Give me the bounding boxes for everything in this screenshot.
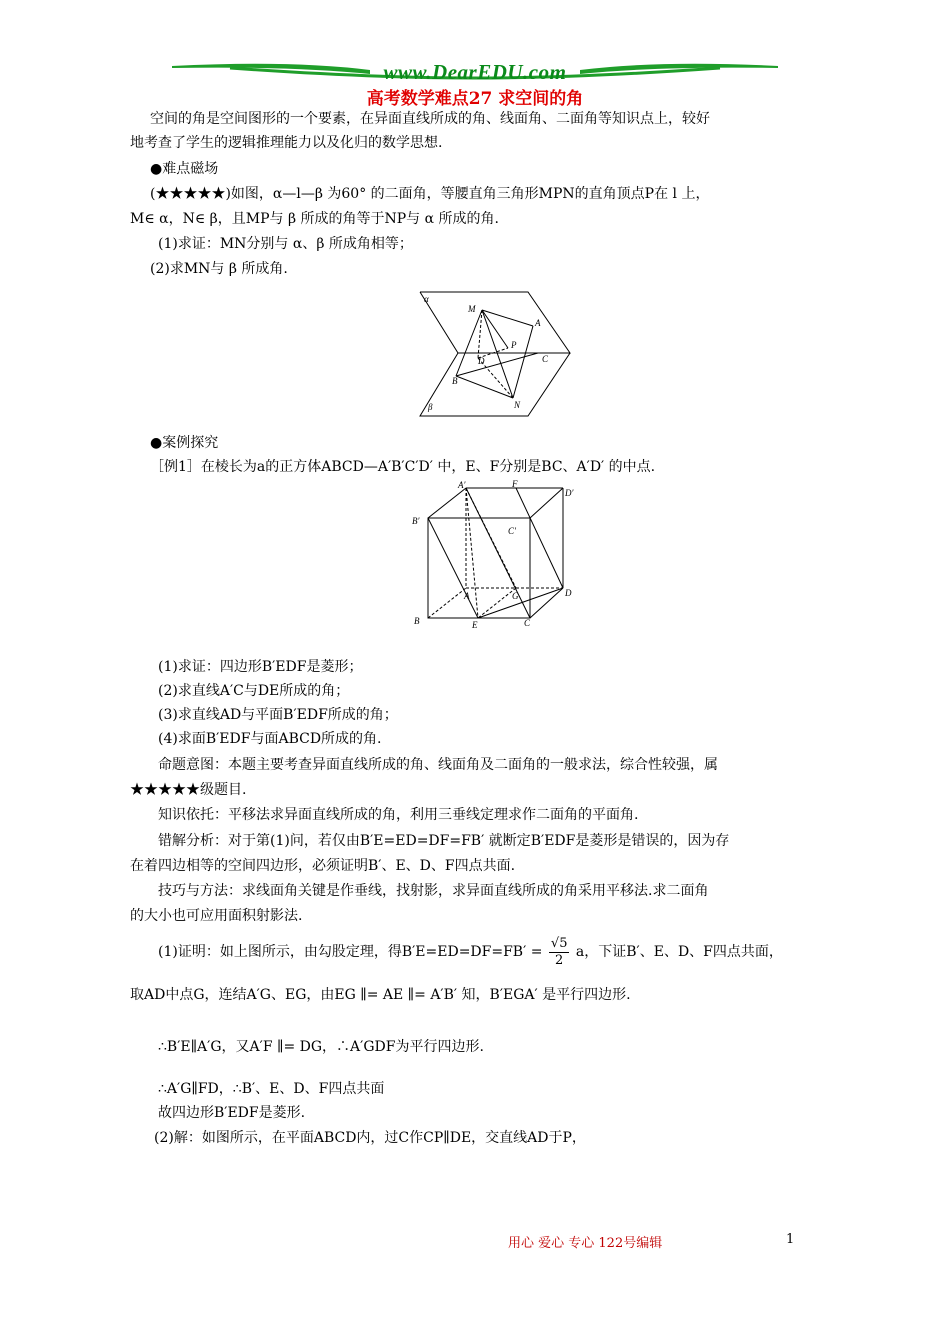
fig1-label-p: P — [511, 340, 517, 350]
problem-line-1: (★★★★★)如图，α—l—β 为60° 的二面角，等腰直角三角形MPN的直角顶点P在 l 上， — [150, 186, 710, 202]
analysis-line-2: ★★★★★级题目. — [130, 782, 247, 798]
page-number: 1 — [786, 1232, 795, 1247]
analysis-line-5: 在着四边相等的空间四边形，必须证明B′、E、D、F四点共面. — [130, 858, 516, 874]
question-3: (3)求直线AD与平面B′EDF所成的角； — [158, 707, 398, 723]
fig1-label-b: B — [452, 376, 458, 386]
dihedral-figure — [418, 288, 578, 420]
proof-line-4: ∴A′G∥FD，∴B′、E、D、F四点共面 — [158, 1081, 385, 1097]
analysis-line-4: 错解分析：对于第(1)问，若仅由B′E=ED=DF=FB′ 就断定B′EDF是菱形是错误的，因为存 — [158, 833, 730, 849]
fig2-label-f: F — [512, 479, 518, 489]
problem-line-4: (2)求MN与 β 所成角. — [150, 261, 288, 277]
footer-credit: 用心 爱心 专心 122号编辑 — [508, 1236, 663, 1251]
site-header — [170, 54, 780, 88]
section-heading-1: ●难点磁场 — [150, 161, 219, 177]
proof-line-1a: (1)证明：如上图所示，由勾股定理，得B′E=ED=DF=FB′ = — [158, 944, 543, 960]
proof-line-3: ∴B′E∥A′G，又A′F ∥= DG，∴A′GDF为平行四边形. — [158, 1039, 484, 1055]
fig2-label-e: E — [472, 620, 478, 630]
fig2-label-b: B — [414, 616, 420, 626]
fig2-label-b-prime: B′ — [412, 516, 420, 526]
fig1-label-n: N — [514, 400, 521, 410]
sqrt5-over-2-fraction — [549, 936, 570, 969]
proof-line-1b: a，下证B′、E、D、F四点共面， — [575, 944, 783, 960]
intro-line-1: 空间的角是空间图形的一个要素，在异面直线所成的角、线面角、二面角等知识点上，较好 — [150, 111, 710, 127]
proof-line-1 — [158, 932, 858, 972]
question-4: (4)求面B′EDF与面ABCD所成的角. — [158, 731, 382, 747]
analysis-line-3: 知识依托：平移法求异面直线所成的角，利用三垂线定理求作二面角的平面角. — [158, 807, 639, 823]
analysis-line-1: 命题意图：本题主要考查异面直线所成的角、线面角及二面角的一般求法，综合性较强，属 — [158, 757, 718, 773]
problem-line-2: M∈ α，N∈ β，且MP与 β 所成的角等于NP与 α 所成的角. — [130, 211, 499, 227]
cube-figure — [408, 478, 578, 630]
fig2-label-c-prime: C′ — [508, 526, 516, 536]
fig1-label-beta: β — [428, 402, 433, 412]
proof-line-5: 故四边形B′EDF是菱形. — [158, 1105, 306, 1121]
proof-line-6: (2)解：如图所示，在平面ABCD内，过C作CP∥DE，交直线AD于P， — [154, 1130, 586, 1146]
fig2-label-c: C — [524, 618, 531, 628]
fig2-label-a-prime: A′ — [458, 480, 466, 490]
question-1: (1)求证：四边形B′EDF是菱形； — [158, 659, 363, 675]
section-heading-2: ●案例探究 — [150, 435, 219, 451]
fig1-label-a: A — [535, 318, 541, 328]
intro-line-2: 地考查了学生的逻辑推理能力以及化归的数学思想. — [130, 135, 443, 151]
page-title: 高考数学难点27 求空间的角 — [366, 89, 584, 109]
analysis-line-6: 技巧与方法：求线面角关键是作垂线，找射影，求异面直线所成的角采用平移法.求二面角 — [158, 883, 709, 899]
fig2-label-a: A — [464, 591, 470, 601]
problem-line-3: (1)求证：MN分别与 α、β 所成角相等； — [158, 236, 413, 252]
fraction-denominator: 2 — [555, 952, 564, 968]
proof-line-2: 取AD中点G，连结A′G、EG，由EG ∥= AE ∥= A′B′ 知，B′EGA′ 是平行四边形. — [130, 987, 631, 1003]
fig2-label-d-prime: D′ — [565, 488, 574, 498]
fig1-label-c: C — [542, 354, 549, 364]
fig1-label-alpha: α — [424, 294, 429, 304]
fig1-label-m: M — [468, 304, 476, 314]
fraction-numerator: √5 — [550, 935, 568, 951]
fig2-label-g: G — [512, 591, 519, 601]
fig2-label-d: D — [565, 588, 572, 598]
question-2: (2)求直线A′C与DE所成的角； — [158, 683, 350, 699]
analysis-line-7: 的大小也可应用面积射影法. — [130, 908, 303, 924]
fig1-label-d: D — [478, 356, 485, 366]
example-line: ［例1］在棱长为a的正方体ABCD—A′B′C′D′ 中，E、F分别是BC、A′D′ 的中点. — [150, 459, 656, 475]
site-url: www.DearEDU.com — [383, 60, 567, 84]
